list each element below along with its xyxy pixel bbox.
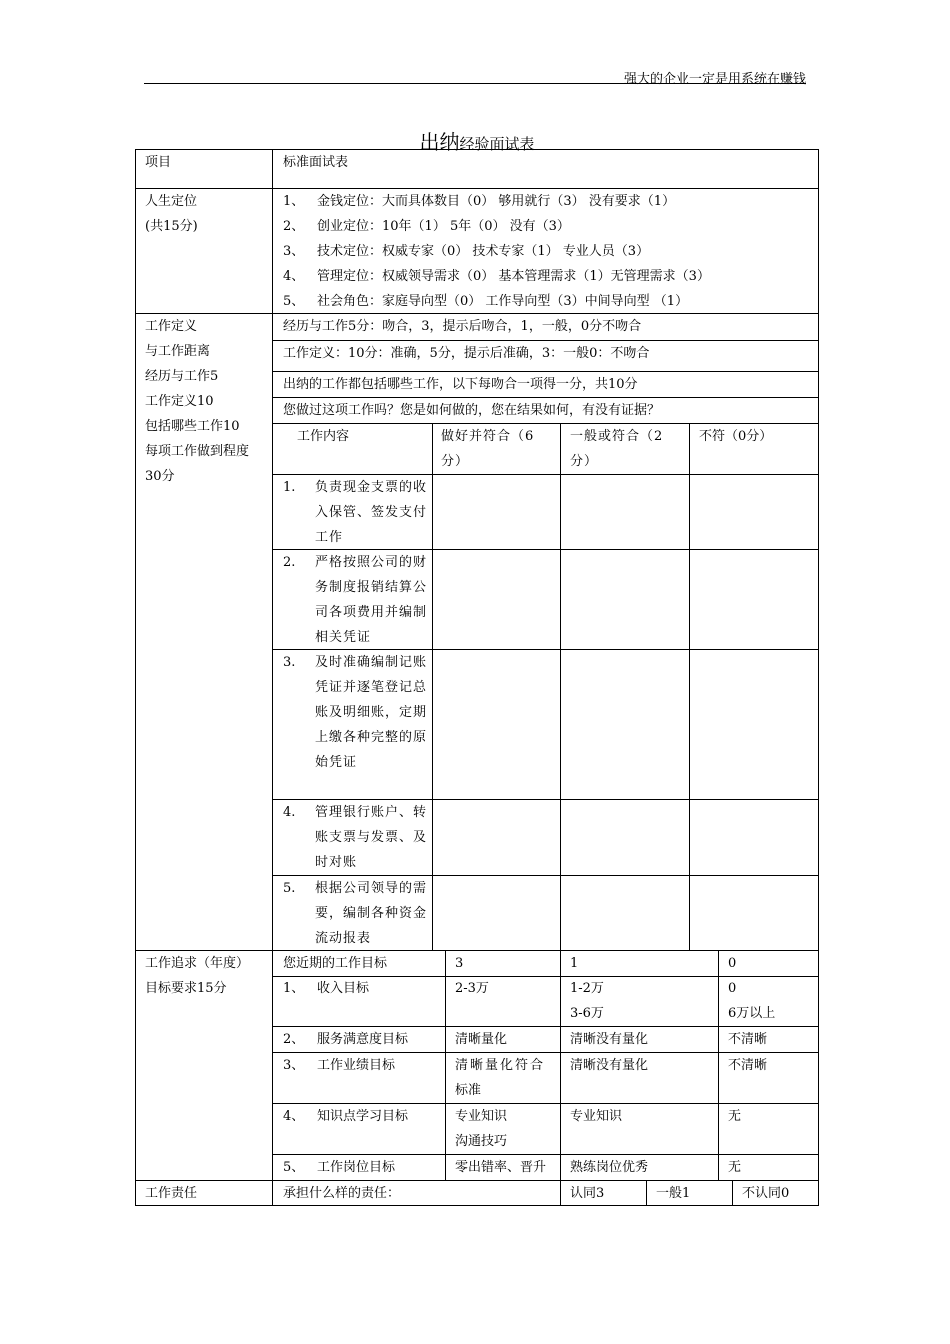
item-text: 金钱定位：大而具体数目（0） 够用就行（3） 没有要求（1） xyxy=(317,194,676,209)
row-experience: 经历与工作5分：吻合，3，提示后吻合，1，一般，0分不吻合 xyxy=(283,319,642,334)
section4-disagree: 不认同0 xyxy=(742,1186,790,1201)
col-content: 工作内容 xyxy=(297,429,350,444)
goal-text: 收入目标 xyxy=(317,981,370,996)
section4-question: 承担什么样的责任： xyxy=(283,1186,401,1201)
section1-item xyxy=(283,289,688,314)
col-good: 做好并符合（6分） xyxy=(441,429,535,469)
head-standard: 标准面试表 xyxy=(283,155,349,170)
section2-label: 包括哪些工作10 xyxy=(145,419,240,434)
item-text: 创业定位：10年（1） 5年（0） 没有（3） xyxy=(317,219,570,234)
goal-s3: 标准 xyxy=(455,1083,482,1098)
item-text: 社会角色：家庭导向型（0） 工作导向型（3）中间导向型 （1） xyxy=(317,294,689,309)
rule xyxy=(445,950,446,1180)
item-text: 技术定位：权威专家（0） 技术专家（1） 专业人员（3） xyxy=(317,244,650,259)
rule xyxy=(646,1180,647,1206)
goal-num: 4、 xyxy=(283,1109,305,1124)
rule xyxy=(560,950,561,1180)
task-num: 1. xyxy=(283,480,296,495)
col-normal: 一般或符合（2分） xyxy=(570,429,664,469)
goal-s0: 不清晰 xyxy=(728,1032,768,1047)
goal-row xyxy=(283,1155,395,1180)
section1-item xyxy=(283,264,710,289)
item-text: 管理定位：权威领导需求（0） 基本管理需求（1）无管理需求（3） xyxy=(317,269,710,284)
section1-item xyxy=(283,239,649,264)
row-includes: 出纳的工作都包括哪些工作，以下每吻合一项得一分，共10分 xyxy=(283,377,638,392)
section2-label: 30分 xyxy=(145,469,175,484)
goal-head-3: 3 xyxy=(455,956,464,971)
rule xyxy=(689,423,690,950)
goal-row xyxy=(283,1053,395,1078)
item-num: 4、 xyxy=(283,269,305,284)
item-num: 1、 xyxy=(283,194,305,209)
item-num: 3、 xyxy=(283,244,305,259)
section4-normal: 一般1 xyxy=(656,1186,691,1201)
rule xyxy=(718,950,719,1180)
title-main: 出纳 xyxy=(419,130,460,154)
goal-num: 5、 xyxy=(283,1160,305,1175)
task-text: 负责现金支票的收入保管、签发支付工作 xyxy=(315,480,428,545)
section2-label: 工作定义10 xyxy=(145,394,214,409)
goal-text: 工作业绩目标 xyxy=(317,1058,396,1073)
rule xyxy=(560,1180,561,1206)
goal-s0: 无 xyxy=(728,1160,742,1175)
section3-label: 目标要求15分 xyxy=(145,981,227,996)
goal-s1: 清晰没有量化 xyxy=(570,1032,649,1047)
header-slogan: 强大的企业一定是用系统在赚钱 xyxy=(623,72,806,87)
section3-label: 工作追求（年度） xyxy=(145,956,250,971)
goal-s3: 零出错率、晋升 xyxy=(455,1160,547,1175)
goal-s3: 2-3万 xyxy=(455,981,489,996)
section1-label-2: (共15分) xyxy=(145,219,198,234)
task-num: 5. xyxy=(283,881,296,896)
rule xyxy=(732,1180,733,1206)
rule xyxy=(135,1180,819,1181)
section2-label: 与工作距离 xyxy=(145,344,211,359)
task-text: 及时准确编制记账凭证并逐笔登记总账及明细账，定期上缴各种完整的原始凭证 xyxy=(315,655,428,770)
section2-label: 经历与工作5 xyxy=(145,369,219,384)
section1-item xyxy=(283,189,675,214)
goal-text: 服务满意度目标 xyxy=(317,1032,409,1047)
row-definition: 工作定义：10分：准确，5分，提示后准确，3：一般0：不吻合 xyxy=(283,346,650,361)
item-num: 2、 xyxy=(283,219,305,234)
goal-s1: 1-2万 xyxy=(570,981,604,996)
goal-s0: 0 xyxy=(728,981,737,996)
goal-text: 工作岗位目标 xyxy=(317,1160,396,1175)
rule xyxy=(432,423,433,950)
goal-text: 知识点学习目标 xyxy=(317,1109,409,1124)
goal-s3: 清晰量化符合 xyxy=(455,1058,546,1073)
goal-s0: 无 xyxy=(728,1109,742,1124)
goal-s1: 熟练岗位优秀 xyxy=(570,1160,649,1175)
task-text: 管理银行账户、转账支票与发票、及时对账 xyxy=(315,805,428,870)
goal-num: 1、 xyxy=(283,981,305,996)
section1-label-1: 人生定位 xyxy=(145,194,198,209)
goal-s3: 清晰量化 xyxy=(455,1032,508,1047)
title-sub: 经验面试表 xyxy=(459,135,535,153)
goal-s3: 沟通技巧 xyxy=(455,1134,508,1149)
task-num: 2. xyxy=(283,555,296,570)
goal-row xyxy=(283,1104,408,1129)
goal-s0: 不清晰 xyxy=(728,1058,768,1073)
table-col-divider xyxy=(272,149,273,1206)
goal-row xyxy=(283,1027,408,1052)
goal-head: 您近期的工作目标 xyxy=(283,956,388,971)
row-question: 您做过这项工作吗？您是如何做的，您在结果如何，有没有证据？ xyxy=(283,403,661,418)
goal-s1: 专业知识 xyxy=(570,1109,623,1124)
section2-label: 每项工作做到程度 xyxy=(145,444,250,459)
task-num: 4. xyxy=(283,805,296,820)
item-num: 5、 xyxy=(283,294,305,309)
task-text: 根据公司领导的需要，编制各种资金流动报表 xyxy=(315,881,428,946)
goal-s1: 清晰没有量化 xyxy=(570,1058,649,1073)
section2-label: 工作定义 xyxy=(145,319,198,334)
goal-head-0: 0 xyxy=(728,956,737,971)
goal-num: 3、 xyxy=(283,1058,305,1073)
goal-s1: 3-6万 xyxy=(570,1006,604,1021)
goal-num: 2、 xyxy=(283,1032,305,1047)
section4-label: 工作责任 xyxy=(145,1186,198,1201)
section4-agree: 认同3 xyxy=(570,1186,605,1201)
goal-head-1: 1 xyxy=(570,956,579,971)
head-item: 项目 xyxy=(145,155,172,170)
task-text: 严格按照公司的财务制度报销结算公司各项费用并编制相关凭证 xyxy=(315,555,428,645)
rule xyxy=(560,423,561,950)
goal-s0: 6万以上 xyxy=(728,1006,776,1021)
goal-s3: 专业知识 xyxy=(455,1109,508,1124)
header-rule xyxy=(144,83,806,84)
task-num: 3. xyxy=(283,655,296,670)
section1-item xyxy=(283,214,570,239)
goal-row xyxy=(283,976,369,1001)
col-fail: 不符（0分） xyxy=(699,429,773,444)
